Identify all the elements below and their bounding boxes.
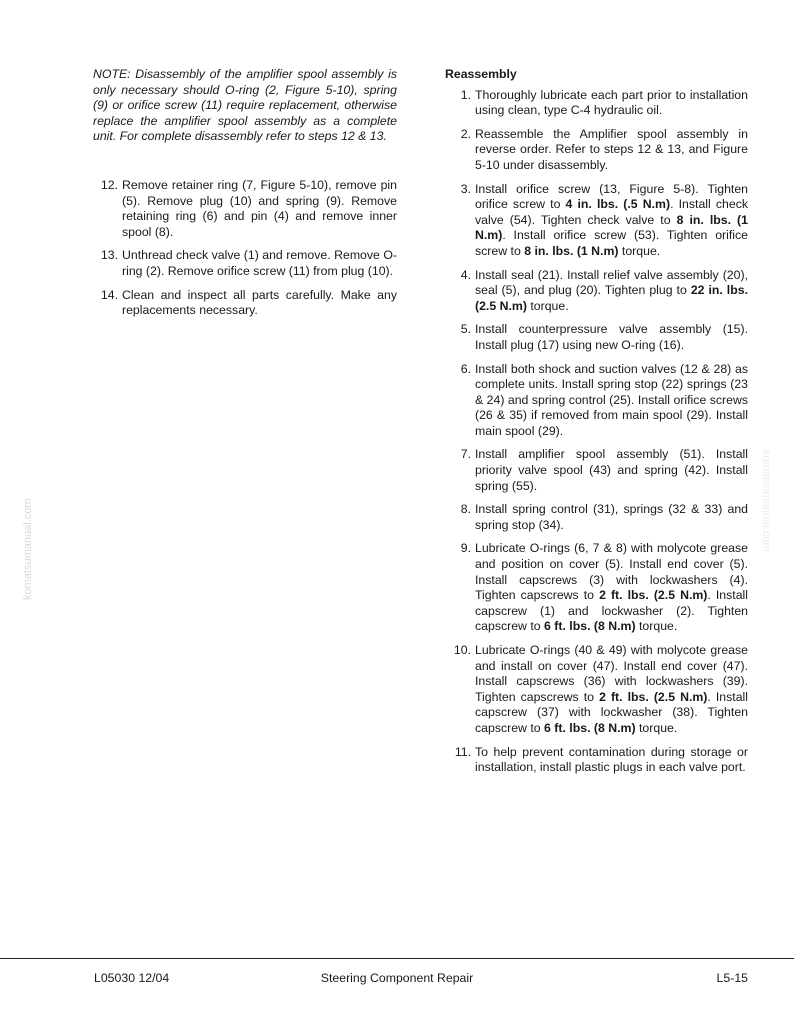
step-number: 7.: [460, 447, 471, 462]
step-text: Install counterpressure valve assembly (15). Install plug (17) using new O-ring (16).: [475, 322, 748, 352]
step-number: 11.: [454, 744, 471, 759]
step-number: 12.: [100, 177, 118, 192]
footer-doc-number: L05030 12/04: [94, 971, 170, 985]
step-text: Reassemble the Amplifier spool assembly in reverse order. Refer to steps 12 & 13, and Figure 5-10 under disassembly.: [475, 126, 748, 172]
step-number: 2.: [460, 126, 471, 141]
reassembly-heading: Reassembly: [445, 67, 517, 81]
step-item: [445, 268, 748, 315]
step-text: Thoroughly lubricate each part prior to installation using clean, type C-4 hydraulic oil.: [475, 87, 748, 118]
watermark-left: komatsumanual.com: [22, 498, 34, 600]
step-text: Install spring control (31), springs (32 & 33) and spring stop (34).: [475, 502, 748, 532]
footer-title: Steering Component Repair: [320, 971, 474, 985]
step-text: Lubricate O-rings (6, 7 & 8) with molycote grease and position on cover (5). Install end cover (5). Install capscrews (3) with lockwashers (4). Tighten capscrews to 2 ft. lbs. (2.5 N.m). Install capscrew (1) and lockwasher (2). Tighten capscrew to 6 ft. lbs. (8 N.m) torque.: [475, 541, 748, 634]
step-item: [445, 127, 748, 174]
right-column: [445, 67, 748, 784]
step-number: 13.: [100, 248, 118, 263]
step-text: To help prevent contamination during storage or installation, install plastic plugs in each valve port.: [475, 744, 748, 775]
step-item: [445, 182, 748, 260]
step-item: [445, 447, 748, 494]
left-column: [93, 67, 397, 327]
step-item: [445, 322, 748, 353]
step-item: [93, 248, 397, 279]
step-item: [445, 502, 748, 533]
step-item: [93, 288, 397, 319]
step-item: [445, 643, 748, 737]
disassembly-note: NOTE: Disassembly of the amplifier spool assembly is only necessary should O-ring (2, Figure 5-10), spring (9) or orifice screw (11) require replacement, otherwise replace the amplifier spool assembly as a complete unit. For complete disassembly refer to steps 12 & 13.: [93, 67, 397, 144]
step-text: Install amplifier spool assembly (51). Install priority valve spool (43) and spring (42). Install spring (55).: [475, 447, 748, 493]
step-number: 1.: [460, 87, 471, 102]
step-number: 14.: [100, 287, 118, 302]
step-item: [93, 178, 397, 240]
step-text: Install seal (21). Install relief valve assembly (20), seal (5), and plug (20). Tighten plug to 22 in. lbs. (2.5 N.m) torque.: [475, 267, 748, 313]
step-number: 5.: [460, 322, 471, 337]
step-item: [445, 362, 748, 440]
step-number: 4.: [460, 267, 471, 282]
step-number: 6.: [460, 361, 471, 376]
step-text: Install orifice screw (13, Figure 5-8). Tighten orifice screw to 4 in. lbs. (.5 N.m). Install check valve (54). Tighten check valve to 8 in. lbs. (1 N.m). Install orifice screw (53). Tighten orifice screw to 8 in. lbs. (1 N.m) torque.: [475, 181, 749, 258]
step-number: 8.: [460, 502, 471, 517]
reassembly-steps: [445, 88, 748, 776]
step-text: Lubricate O-rings (40 & 49) with molycote grease and install on cover (47). Install end cover (47). Install capscrews (36) with lockwashers (39). Tighten capscrews to 2 ft. lbs. (2.5 N.m). Install capscrew (37) with lockwasher (38). Tighten capscrew to 6 ft. lbs. (8 N.m) torque.: [475, 643, 748, 735]
step-text: Remove retainer ring (7, Figure 5-10), remove pin (5). Remove plug (10) and spring (9). Remove retaining ring (6) and pin (4) and remove inner spool (8).: [122, 177, 397, 239]
step-text: Clean and inspect all parts carefully. Make any replacements necessary.: [122, 287, 397, 318]
step-item: [445, 745, 748, 776]
step-item: [445, 541, 748, 635]
footer-rule: [0, 958, 794, 959]
watermark-right: komatsumanual.com: [760, 450, 772, 552]
step-number: 3.: [460, 181, 471, 196]
step-text: Unthread check valve (1) and remove. Remove O-ring (2). Remove orifice screw (11) from plug (10).: [122, 248, 397, 278]
disassembly-steps: [93, 178, 397, 319]
step-text: Install both shock and suction valves (12 & 28) as complete units. Install spring stop (22) springs (23 & 24) and spring control (25). Install orifice screws (26 & 35) if removed from main spool (29). Install main spool (29).: [475, 361, 748, 438]
step-number: 9.: [460, 541, 471, 556]
footer-page-number: L5-15: [716, 971, 748, 985]
step-number: 10.: [453, 643, 471, 657]
step-item: [445, 88, 748, 119]
